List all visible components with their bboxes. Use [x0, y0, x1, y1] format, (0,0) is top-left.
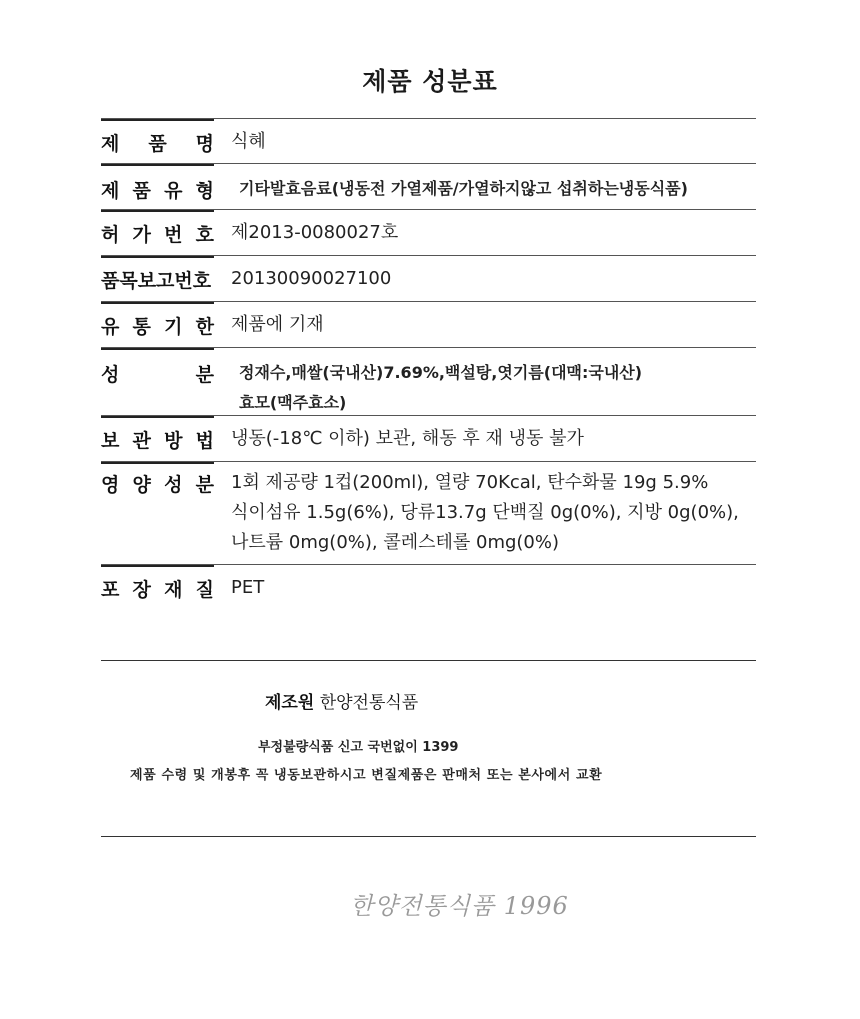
row-value-line: 정재수,매쌀(국내산)7.69%,백설탕,엿기름(대맥:국내산)	[239, 363, 643, 382]
manufacturer-name: 한양전통식품	[319, 693, 419, 713]
label-separator	[101, 119, 214, 121]
row-label-char: 방	[164, 430, 183, 452]
row-value-line: 제품에 기재	[231, 314, 324, 335]
table-row	[101, 301, 756, 347]
row-label-char: 유	[164, 180, 183, 202]
table-row	[101, 347, 756, 415]
row-value	[231, 310, 324, 340]
divider-top	[101, 660, 756, 661]
row-label-char: 분	[195, 364, 214, 386]
row-label-char: 형	[195, 180, 214, 202]
row-label-char: 양	[132, 474, 151, 496]
row-label-char: 성	[101, 364, 120, 386]
row-label-char: 통	[132, 316, 151, 338]
report-notice: 부정불량식품 신고 국번없이 1399	[258, 740, 459, 755]
row-label	[101, 220, 214, 247]
label-separator	[101, 210, 214, 212]
label-separator	[101, 348, 214, 350]
row-value-line: 냉동(-18℃ 이하) 보관, 해동 후 재 냉동 불가	[231, 428, 584, 449]
row-label-char: 성	[164, 474, 183, 496]
row-label-char: 영	[101, 474, 120, 496]
row-value-line: 기타발효음료(냉동전 가열제품/가열하지않고 섭취하는냉동식품)	[239, 179, 688, 198]
row-label-char: 장	[132, 579, 151, 601]
label-separator	[101, 302, 214, 304]
row-value	[239, 358, 642, 418]
row-value	[231, 468, 739, 558]
row-value-line: 식혜	[231, 131, 266, 152]
label-separator	[101, 256, 214, 258]
row-label-char: 허	[101, 224, 120, 246]
storage-notice: 제품 수령 및 개봉후 꼭 냉동보관하시고 변질제품은 판매처 또는 본사에서 교환	[130, 768, 603, 783]
row-label	[101, 129, 214, 156]
row-label	[101, 266, 214, 293]
row-value	[231, 127, 266, 157]
row-label-char: 제	[101, 180, 120, 202]
row-label-char: 가	[132, 224, 151, 246]
row-label-char: 명	[195, 133, 214, 155]
label-separator	[101, 462, 214, 464]
row-label	[101, 312, 214, 339]
row-value-line: 효모(맥주효소)	[239, 393, 347, 412]
row-value	[231, 424, 584, 454]
table-row	[101, 461, 756, 564]
row-value	[231, 264, 391, 294]
row-label	[101, 360, 214, 387]
label-separator	[101, 416, 214, 418]
row-label	[101, 575, 214, 602]
row-label-char: 법	[195, 430, 214, 452]
row-label	[101, 176, 214, 203]
row-value-line: PET	[231, 577, 265, 598]
row-value	[231, 218, 398, 248]
row-value-line: 제2013-0080027호	[231, 222, 399, 243]
row-label	[101, 426, 214, 453]
row-label-char: 관	[132, 430, 151, 452]
row-label-char: 재	[164, 579, 183, 601]
row-label-char: 포	[101, 579, 120, 601]
row-label-char: 기	[164, 316, 183, 338]
table-row	[101, 255, 756, 301]
manufacturer	[265, 688, 418, 713]
brand-logo: 한양전통식품 1996	[350, 892, 569, 920]
row-value	[239, 174, 688, 204]
row-label-char: 분	[195, 474, 214, 496]
manufacturer-label: 제조원	[265, 693, 315, 713]
row-label-char: 보	[101, 430, 120, 452]
row-label-char: 제	[101, 133, 120, 155]
row-label-char: 품	[148, 133, 167, 155]
table-row	[101, 209, 756, 255]
row-label-char: 유	[101, 316, 120, 338]
row-label-char: 한	[195, 316, 214, 338]
row-label-char: 질	[195, 579, 214, 601]
label-separator	[101, 565, 214, 567]
row-label-char: 호	[195, 224, 214, 246]
row-label-char: 품목보고번호	[101, 270, 212, 292]
row-value-line: 20130090027100	[231, 268, 392, 289]
row-value-line: 나트륨 0mg(0%), 콜레스테롤 0mg(0%)	[231, 532, 560, 553]
row-value-line: 1회 제공량 1컵(200ml), 열량 70Kcal, 탄수화물 19g 5.9%	[231, 472, 709, 493]
row-label-char: 번	[164, 224, 183, 246]
ingredient-table	[101, 118, 756, 610]
label-separator	[101, 164, 214, 166]
row-label-char: 품	[132, 180, 151, 202]
page-title: 제품 성분표	[362, 67, 498, 96]
table-row	[101, 415, 756, 461]
row-value	[231, 573, 264, 603]
table-row	[101, 163, 756, 209]
divider-bottom	[101, 836, 756, 837]
table-row	[101, 118, 756, 163]
row-label	[101, 470, 214, 497]
table-row	[101, 564, 756, 610]
row-value-line: 식이섬유 1.5g(6%), 당류13.7g 단백질 0g(0%), 지방 0g(0%),	[231, 502, 739, 523]
